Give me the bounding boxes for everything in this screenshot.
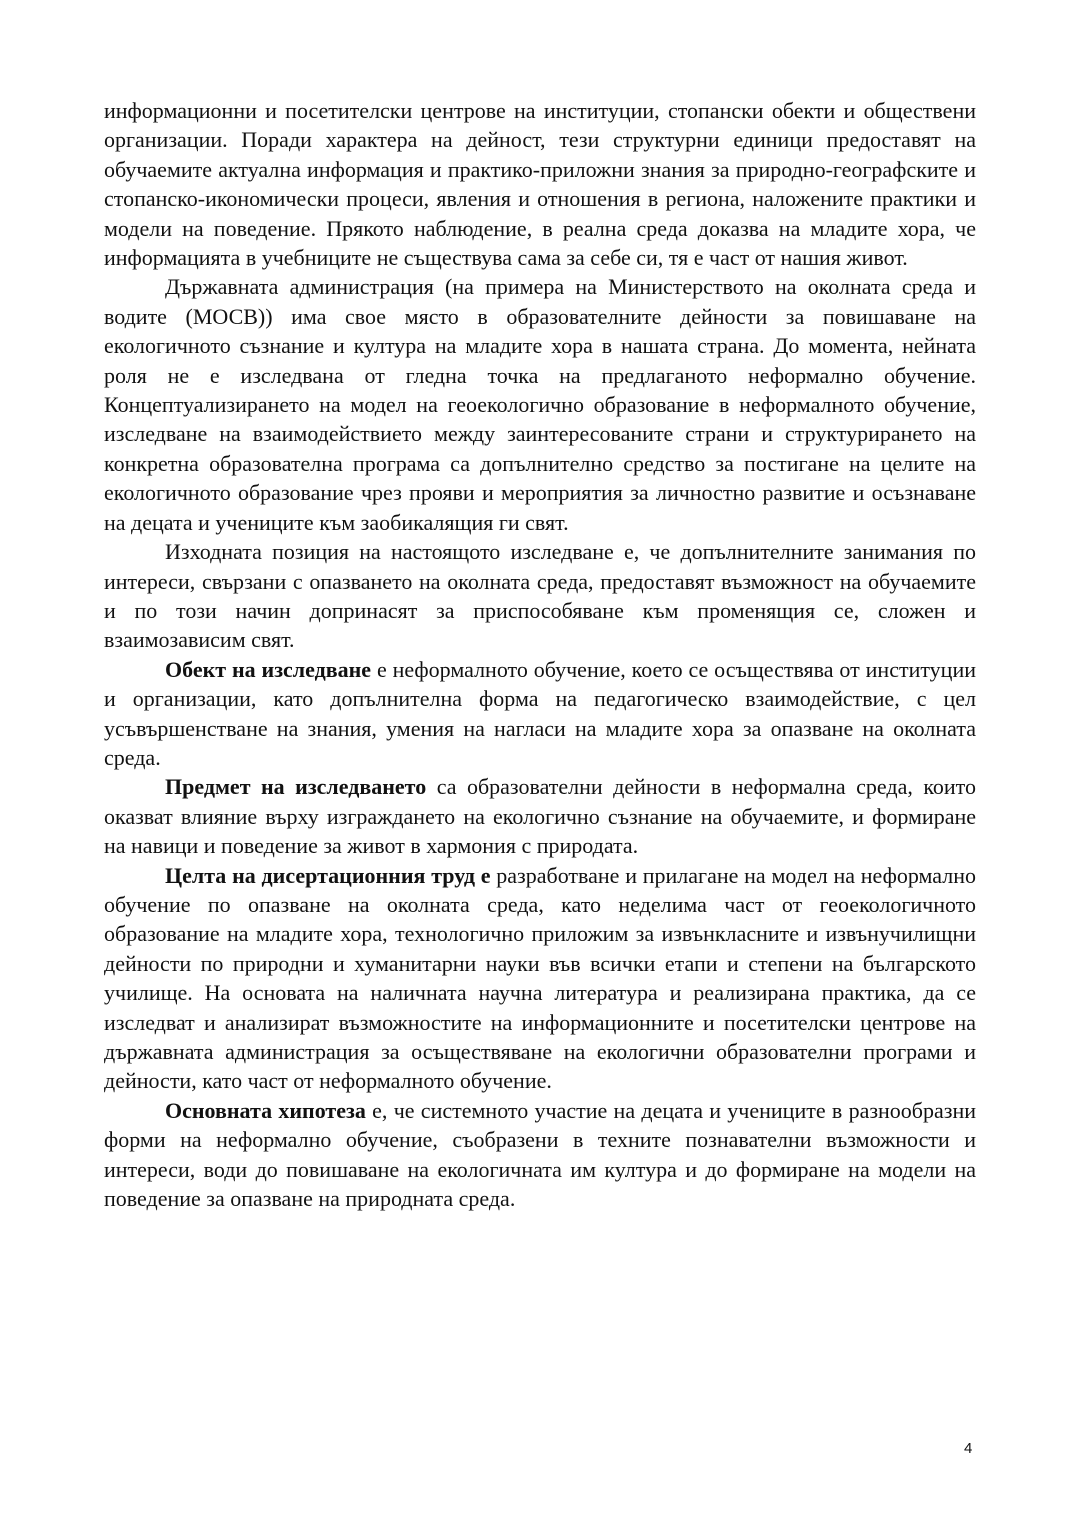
document-body bbox=[104, 96, 976, 1213]
page-number: 4 bbox=[964, 1440, 973, 1457]
paragraph-state-administration bbox=[104, 272, 976, 537]
term-main-hypothesis: Основната хипотеза bbox=[165, 1097, 366, 1123]
paragraph-text: Изходната позиция на настоящото изследване е, че допълнителните занимания по интереси, свързани с опазването на околната среда, предоставят възможност на обучаемите и по този начин допринасят за приспособяване към променящия се, сложен и взаимозависим свят. bbox=[104, 539, 976, 653]
paragraph-main-hypothesis bbox=[104, 1096, 976, 1214]
paragraph-starting-position bbox=[104, 537, 976, 655]
paragraph-dissertation-goal bbox=[104, 861, 976, 1096]
term-research-subject: Предмет на изследването bbox=[165, 774, 427, 800]
paragraph-text: Държавната администрация (на примера на Министерството на околната среда и водите (МОСВ)) има свое място в образователните дейности за повишаване на екологичното съзнание и култура на младите хора в нашата страна. До момента, нейната роля не е изследвана от гледна точка на предлаганото неформално обучение. Концептуализирането на модел на геоекологично образование в неформалното обучение, изследване на взаимодействието между заинтересованите страни и структурирането на конкретна образователна програма са допълнително средство за постигане на целите на екологичното образование чрез прояви и мероприятия за личностно развитие и осъзнаване на децата и учениците към заобикалящия ги свят. bbox=[104, 274, 976, 535]
paragraph-text: разработване и прилагане на модел на неформално обучение по опазване на околната среда, като неделима част от геоекологичното образование на младите хора, технологично приложим за извънкласните и извънучилищни дейности по природни и хуманитарни науки във всички етапи и степени на българското училище. На основата на наличната научна литература и реализирана практика, да се изследват и анализират възможностите на информационните и посетителски центрове на държавната администрация за осъществяване на екологични образователни програми и дейности, като част от неформалното обучение. bbox=[104, 862, 976, 1094]
paragraph-research-subject bbox=[104, 772, 976, 860]
paragraph-text: информационни и посетителски центрове на институции, стопански обекти и обществени организации. Поради характера на дейност, тези структурни единици предоставят на обучаемите актуална информация и практико-приложни знания за природно-географските и стопанско-икономически процеси, явления и отношения в региона, наложените практики и модели на поведение. Прякото наблюдение, в реална среда доказва на младите хора, че информацията в учебниците не съществува сама за себе си, тя е част от нашия живот. bbox=[104, 98, 976, 271]
term-research-object: Обект на изследване bbox=[165, 656, 372, 682]
paragraph-text: е, че системното участие на децата и учениците в разнообразни форми на неформално обучение, съобразени в техните познавателни възможности и интереси, води до повишаване на екологичната им култура и до формиране на модели на поведение за опазване на природната среда. bbox=[104, 1097, 977, 1212]
term-dissertation-goal: Целта на дисертационния труд е bbox=[165, 862, 491, 888]
paragraph-research-object bbox=[104, 655, 976, 773]
paragraph-continuation bbox=[104, 96, 976, 272]
paragraph-text: са образователни дейности в неформална среда, които оказват влияние върху изграждането на екологично съзнание на обучаемите, и формиране на навици и поведение за живот в хармония с природата. bbox=[104, 774, 977, 859]
paragraph-text: е неформалното обучение, което се осъществява от институции и организации, като допълнителна форма на педагогическо взаимодействие, с цел усъвършенстване на знания, умения на нагласи на младите хора за опазване на околната среда. bbox=[104, 656, 976, 770]
